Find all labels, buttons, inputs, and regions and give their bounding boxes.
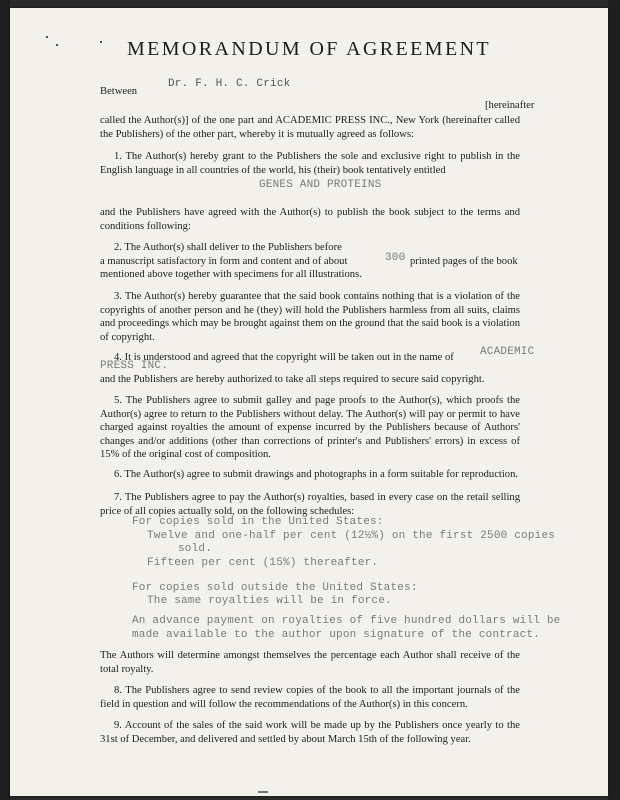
royalty-foreign-heading: For copies sold outside the United States: — [132, 582, 418, 594]
clause-7: 7. The Publishers agree to pay the Author(s) royalties, based in every case on the retail selling price of all copies actually sold, on the following schedules: — [100, 492, 520, 517]
book-title: GENES AND PROTEINS — [259, 179, 382, 191]
intro-paragraph: called the Author(s)] of the one part and ACADEMIC PRESS INC., New York (hereinafter called the Publishers) of the other part, whereby it is mutually agreed as follows: — [100, 115, 520, 140]
clause-4-line-1: 4. It is understood and agreed that the copyright will be taken out in the name of — [114, 352, 454, 363]
royalty-foreign-rate: The same royalties will be in force. — [147, 595, 392, 607]
royalty-us-rate-2: Fifteen per cent (15%) thereafter. — [147, 557, 379, 569]
agreement-page — [10, 8, 608, 796]
copyright-holder-1: ACADEMIC — [480, 346, 535, 358]
clause-1-continued: and the Publishers have agreed with the Author(s) to publish the book subject to the terms and conditions following: — [100, 207, 520, 232]
royalty-us-rate-1: Twelve and one-half per cent (12½%) on the first 2500 copies — [147, 530, 556, 542]
clause-2-line-1: 2. The Author(s) shall deliver to the Publishers before — [114, 242, 342, 253]
clause-6: 6. The Author(s) agree to submit drawings and photographs in a form suitable for reproduction. — [114, 469, 519, 480]
clause-2-line-2b: printed pages of the book — [410, 256, 518, 267]
clause-1: 1. The Author(s) hereby grant to the Publishers the sole and exclusive right to publish in the English language in all countries of the world, his (their) book tentatively entitled — [100, 151, 520, 176]
authors-share-paragraph: The Authors will determine amongst themselves the percentage each Author shall receive of the total royalty. — [100, 650, 520, 675]
scan-border-right — [608, 0, 620, 800]
clause-4-line-2: and the Publishers are hereby authorized to take all steps required to secure said copyright. — [100, 374, 485, 385]
royalty-us-rate-1b: sold. — [178, 543, 213, 555]
clause-2-line-3: mentioned above together with specimens for all illustrations. — [100, 269, 362, 280]
between-label: Between — [100, 86, 138, 97]
copyright-holder-2: PRESS INC. — [100, 360, 169, 372]
advance-line-2: made available to the author upon signature of the contract. — [132, 629, 541, 641]
hereinafter-text: [hereinafter — [485, 100, 535, 111]
clause-3: 3. The Author(s) hereby guarantee that the said book contains nothing that is a violation of the copyrights of another person and he (they) will hold the Publishers harmless from all suits, claims and proceedings which may be brought against them on the ground that the said book is a violation of copyright. — [100, 291, 520, 343]
clause-9: 9. Account of the sales of the said work will be made up by the Publishers once yearly to the 31st of December, and delivered and settled by about March 15th of the following year. — [100, 720, 520, 745]
clause-8: 8. The Publishers agree to send review copies of the book to all the important journals of the field in question and will follow the recommendations of the Author(s) in this concern. — [100, 685, 520, 710]
clause-2-pages: 300 — [385, 252, 406, 264]
document-title: MEMORANDUM OF AGREEMENT — [126, 38, 492, 60]
scan-border-left — [0, 0, 10, 800]
clause-5: 5. The Publishers agree to submit galley and page proofs to the Author(s), which proofs the Author(s) agree to return to the Publishers without delay. The Author(s) will pay or permit to have charged against royalties the amount of expense incurred by the Publishers because of Authors' changes and/or additions (other than corrections of printer's and Publishers' errors) in excess of 15% of the original cost of composition. — [100, 395, 520, 461]
clause-2-line-2: a manuscript satisfactory in form and content and of about — [100, 256, 348, 267]
page-mark — [258, 791, 268, 793]
advance-line-1: An advance payment on royalties of five hundred dollars will be — [132, 615, 561, 627]
author-name: Dr. F. H. C. Crick — [168, 78, 291, 90]
royalty-us-heading: For copies sold in the United States: — [132, 516, 384, 528]
